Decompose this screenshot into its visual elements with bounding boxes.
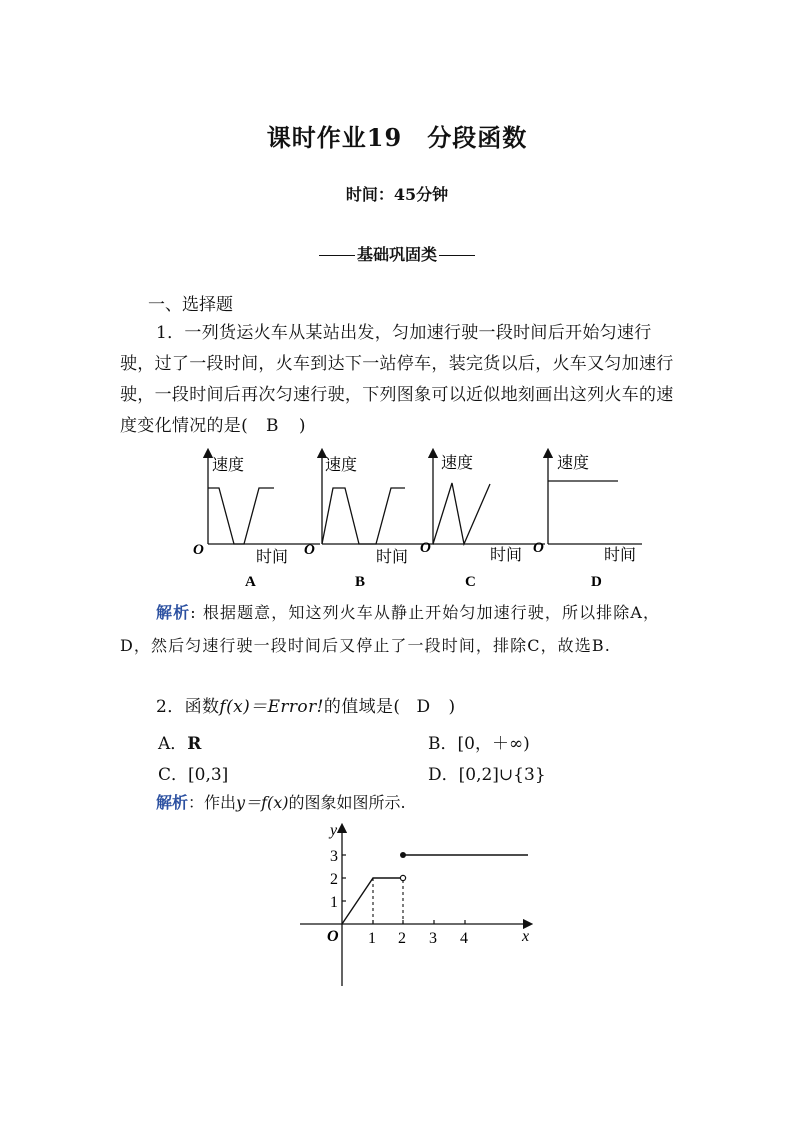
question-2-function: f(x)＝Error! bbox=[219, 697, 324, 717]
graph-d-xlabel: 时间 bbox=[604, 547, 637, 564]
question-2-prefix: 2．函数 bbox=[156, 697, 220, 717]
x-tick-3: 3 bbox=[429, 930, 437, 947]
option-b-letter: B． bbox=[428, 734, 458, 754]
answer-choice: B bbox=[266, 416, 279, 436]
graph-d-ylabel: 速度 bbox=[557, 455, 590, 472]
graph-a-xlabel: 时间 bbox=[256, 549, 289, 566]
closed-point bbox=[400, 852, 406, 858]
x-tick-2: 2 bbox=[398, 930, 406, 947]
close-paren: ) bbox=[298, 416, 306, 436]
answer-choice-2: D bbox=[416, 697, 431, 717]
option-d-text: [0,2]∪{3} bbox=[458, 765, 546, 785]
graph-a-label: A bbox=[245, 574, 256, 590]
open-point bbox=[400, 875, 405, 880]
x-axis-label: x bbox=[522, 928, 530, 945]
graph-b bbox=[304, 453, 434, 590]
graph-b-xlabel: 时间 bbox=[376, 549, 409, 566]
graph-b-label: B bbox=[355, 574, 366, 590]
graph-c-xlabel: 时间 bbox=[490, 547, 523, 564]
graph-a bbox=[193, 453, 320, 590]
x-tick-1: 1 bbox=[368, 930, 376, 947]
x-tick-4: 4 bbox=[460, 930, 468, 947]
graph-c-ylabel: 速度 bbox=[441, 455, 474, 472]
close-paren-2: ) bbox=[448, 697, 456, 717]
explanation-label: 解析 bbox=[156, 603, 191, 622]
option-c bbox=[158, 760, 228, 785]
question-2 bbox=[156, 692, 456, 723]
question-text: 一列货运火车从某站出发，匀加速行驶一段时间后开始匀速行驶，过了一段时间，火车到达下一站停车，装完货以后，火车又匀加速行驶，一段时间后再次匀速行驶，下列图象可以近似地刻画出这列火车的速度变化情况的是( bbox=[120, 323, 674, 436]
explanation-text: : 根据题意，知这列火车从静止开始匀加速行驶，所以排除A，D，然后匀速行驶一段时间后又停止了一段时间，排除C，故选B. bbox=[120, 603, 661, 655]
graph-segment-rising bbox=[342, 878, 401, 924]
option-a-text: R bbox=[187, 734, 202, 754]
question-1 bbox=[120, 318, 678, 442]
answer-1-explanation bbox=[120, 596, 676, 662]
page-title: 课时作业19 分段函数 bbox=[266, 123, 528, 152]
part-heading: 一、选择题 bbox=[148, 295, 233, 315]
function-graph bbox=[296, 814, 546, 994]
graph-d-origin: O bbox=[533, 540, 544, 556]
time-limit: 时间：45分钟 bbox=[345, 185, 449, 204]
graph-c-label: C bbox=[465, 574, 476, 590]
y-tick-3: 3 bbox=[330, 848, 338, 865]
graph-c bbox=[420, 453, 545, 590]
graph-a-origin: O bbox=[193, 542, 204, 558]
section-title: 基础巩固类 bbox=[356, 245, 437, 264]
graph-d-label: D bbox=[591, 574, 602, 590]
section-rule-right bbox=[439, 255, 475, 256]
section-heading bbox=[0, 242, 794, 265]
option-b bbox=[428, 729, 530, 754]
option-c-text: [0,3] bbox=[188, 765, 229, 785]
y-axis-label: y bbox=[330, 822, 338, 839]
option-a-letter: A． bbox=[158, 734, 188, 754]
section-rule-left bbox=[319, 255, 355, 256]
graph-b-origin: O bbox=[304, 542, 315, 558]
graph-b-ylabel: 速度 bbox=[325, 457, 358, 474]
graph-d bbox=[533, 453, 642, 590]
option-c-letter: C． bbox=[158, 765, 189, 785]
explanation-2-tail: 的图象如图所示. bbox=[288, 793, 406, 812]
option-a bbox=[158, 729, 201, 754]
question-number: 1． bbox=[156, 323, 185, 343]
graph-c-origin: O bbox=[420, 540, 431, 556]
option-b-text: [0，＋∞) bbox=[457, 734, 530, 754]
origin-label: O bbox=[327, 928, 339, 945]
option-d bbox=[428, 760, 546, 785]
y-tick-2: 2 bbox=[330, 871, 338, 888]
explanation-2-label: 解析 bbox=[156, 793, 189, 812]
explanation-2-expr: y＝f(x) bbox=[236, 793, 289, 812]
question-2-middle: 的值域是( bbox=[323, 697, 401, 717]
speed-graphs bbox=[190, 448, 650, 596]
explanation-2-text: ：作出 bbox=[188, 793, 237, 812]
graph-a-ylabel: 速度 bbox=[212, 457, 245, 474]
y-tick-1: 1 bbox=[330, 894, 338, 911]
option-d-letter: D． bbox=[428, 765, 459, 785]
